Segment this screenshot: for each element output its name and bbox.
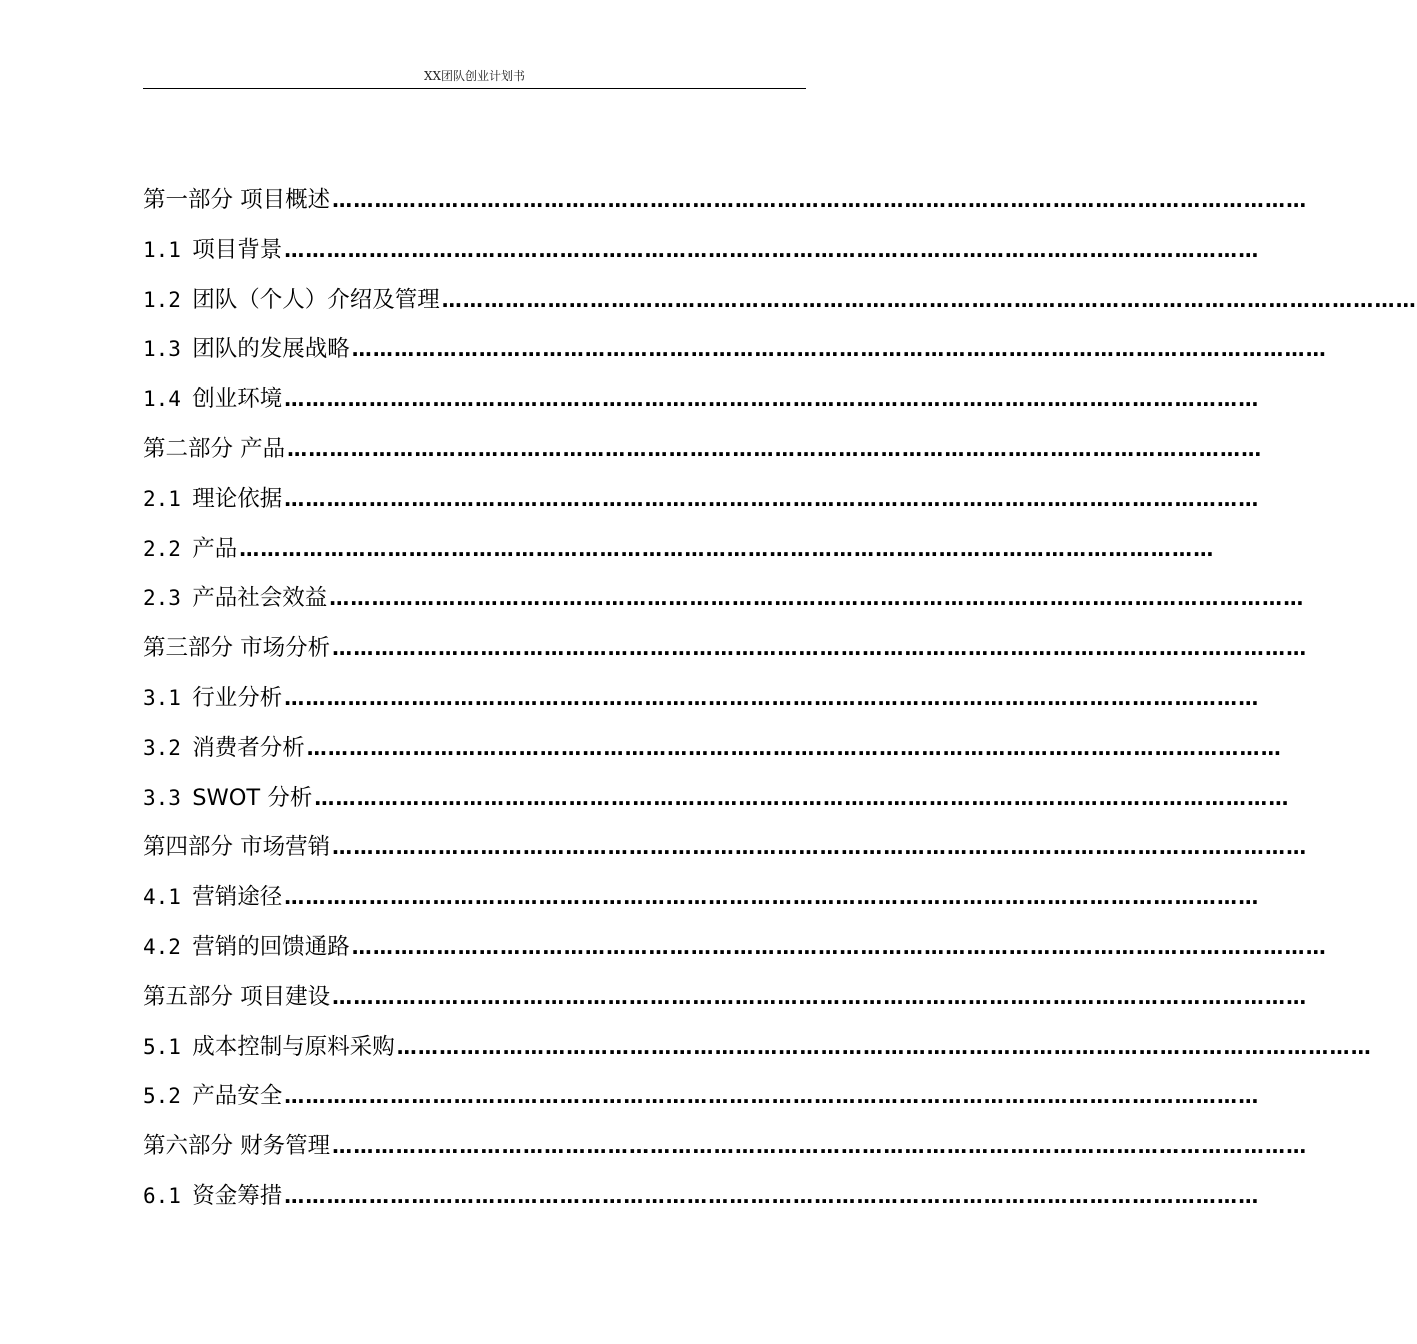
toc-part-entry[interactable] [143, 425, 1263, 475]
toc-section-entry[interactable] [143, 375, 1260, 425]
toc-entry-number: 2.3 [143, 586, 181, 611]
table-of-contents [143, 176, 1417, 1222]
toc-entry-title [143, 276, 442, 326]
toc-dot-leader: ………………………………………………………………………………………………………………………… [332, 188, 1308, 212]
toc-entry-label: 项目背景 [192, 236, 283, 263]
toc-entry-label: 成本控制与原料采购 [192, 1033, 395, 1060]
toc-entry-label: 第三部分 市场分析 [143, 635, 331, 662]
toc-entry-label: 第四部分 市场营销 [143, 834, 331, 861]
toc-entry-number: 6.1 [143, 1183, 181, 1208]
toc-section-entry[interactable] [143, 226, 1260, 276]
toc-entry-title [143, 525, 239, 575]
toc-entry-number: 5.1 [143, 1034, 181, 1059]
toc-entry-title [143, 1072, 284, 1122]
toc-entry-number: 1.4 [143, 387, 181, 412]
toc-entry-title [143, 1122, 332, 1172]
toc-entry-title [143, 375, 284, 425]
toc-part-entry[interactable] [143, 823, 1308, 873]
toc-section-entry[interactable] [143, 276, 1417, 326]
toc-entry-number: 5.2 [143, 1084, 181, 1109]
toc-entry-label: 团队（个人）介绍及管理 [192, 286, 440, 313]
toc-entry-number: 3.2 [143, 735, 181, 760]
toc-entry-label: 行业分析 [192, 684, 283, 711]
toc-entry-label: 产品社会效益 [192, 585, 328, 612]
toc-section-entry[interactable] [143, 1172, 1260, 1222]
toc-entry-title [143, 226, 284, 276]
toc-entry-title [143, 1023, 397, 1073]
document-title: XX团队创业计划书 [423, 69, 526, 83]
toc-dot-leader: ………………………………………………………………………………………………………………………… [441, 287, 1417, 312]
toc-dot-leader: ………………………………………………………………………………………………………………………… [306, 735, 1282, 760]
toc-section-entry[interactable] [143, 1072, 1260, 1122]
toc-entry-label: 营销途径 [192, 884, 283, 911]
toc-entry-label: 团队的发展战略 [192, 336, 350, 363]
toc-entry-number: 3.1 [143, 685, 181, 710]
toc-entry-label: 第一部分 项目概述 [143, 187, 331, 213]
toc-dot-leader: ………………………………………………………………………………………………………………………… [332, 984, 1308, 1009]
toc-entry-label: SWOT 分析 [192, 784, 313, 811]
toc-entry-number: 1.3 [143, 337, 181, 362]
toc-entry-label: 第二部分 产品 [143, 435, 286, 462]
toc-part-entry[interactable] [143, 1122, 1308, 1172]
toc-entry-title [143, 425, 287, 475]
toc-entry-number: 2.2 [143, 536, 181, 561]
toc-section-entry[interactable] [143, 1023, 1372, 1073]
toc-entry-number: 3.3 [143, 785, 181, 810]
toc-entry-title [143, 624, 332, 674]
toc-dot-leader: ………………………………………………………………………………………………………………………… [284, 237, 1260, 262]
toc-section-entry[interactable] [143, 475, 1260, 525]
toc-dot-leader: ………………………………………………………………………………………………………………………… [396, 1034, 1372, 1059]
toc-entry-label: 第五部分 项目建设 [143, 983, 331, 1010]
toc-dot-leader: ………………………………………………………………………………………………………………………… [284, 685, 1260, 710]
toc-entry-title [143, 475, 284, 525]
toc-part-entry[interactable] [143, 176, 1308, 226]
toc-entry-label: 资金筹措 [192, 1182, 283, 1209]
toc-section-entry[interactable] [143, 574, 1305, 624]
page-header [143, 64, 806, 89]
toc-dot-leader: ………………………………………………………………………………………………………………………… [284, 885, 1260, 910]
toc-entry-label: 产品安全 [192, 1083, 283, 1110]
toc-entry-number: 4.2 [143, 934, 181, 959]
toc-entry-number: 1.1 [143, 237, 181, 262]
toc-entry-title [143, 724, 307, 774]
toc-dot-leader: ………………………………………………………………………………………………………………………… [351, 337, 1327, 362]
toc-section-entry[interactable] [143, 724, 1282, 774]
toc-part-entry[interactable] [143, 973, 1308, 1023]
toc-entry-title [143, 873, 284, 923]
toc-entry-label: 创业环境 [192, 386, 283, 413]
toc-section-entry[interactable] [143, 674, 1260, 724]
toc-entry-title [143, 823, 332, 873]
toc-entry-title [143, 176, 332, 226]
toc-entry-title [143, 973, 332, 1023]
toc-dot-leader: ………………………………………………………………………………………………………………………… [287, 436, 1263, 461]
toc-entry-title [143, 674, 284, 724]
toc-dot-leader: ………………………………………………………………………………………………………………………… [284, 1183, 1260, 1208]
toc-entry-title [143, 325, 352, 375]
toc-dot-leader: ………………………………………………………………………………………………………………………… [329, 586, 1305, 611]
toc-dot-leader: ………………………………………………………………………………………………………………………… [332, 636, 1308, 661]
toc-dot-leader: ………………………………………………………………………………………………………………………… [239, 536, 1215, 561]
toc-dot-leader: ………………………………………………………………………………………………………………………… [351, 934, 1327, 959]
toc-dot-leader: ………………………………………………………………………………………………………………………… [284, 387, 1260, 412]
toc-section-entry[interactable] [143, 325, 1327, 375]
toc-part-entry[interactable] [143, 624, 1308, 674]
toc-entry-label: 理论依据 [192, 485, 283, 512]
toc-section-entry[interactable] [143, 873, 1260, 923]
toc-entry-title [143, 574, 329, 624]
toc-dot-leader: ………………………………………………………………………………………………………………………… [332, 1134, 1308, 1159]
toc-entry-title [143, 923, 352, 973]
toc-dot-leader: ………………………………………………………………………………………………………………………… [284, 1084, 1260, 1109]
toc-dot-leader: ………………………………………………………………………………………………………………………… [314, 785, 1290, 810]
toc-entry-label: 第六部分 财务管理 [143, 1133, 331, 1160]
toc-section-entry[interactable] [143, 525, 1215, 575]
toc-section-entry[interactable] [143, 774, 1290, 824]
toc-entry-number: 2.1 [143, 486, 181, 511]
toc-entry-title [143, 1172, 284, 1222]
toc-dot-leader: ………………………………………………………………………………………………………………………… [284, 486, 1260, 511]
toc-entry-label: 产品 [192, 535, 238, 562]
toc-entry-number: 1.2 [143, 287, 181, 312]
toc-entry-label: 消费者分析 [192, 734, 305, 761]
toc-entry-label: 营销的回馈通路 [192, 933, 350, 960]
toc-entry-title [143, 774, 314, 824]
toc-section-entry[interactable] [143, 923, 1327, 973]
toc-dot-leader: ………………………………………………………………………………………………………………………… [332, 835, 1308, 860]
toc-entry-number: 4.1 [143, 885, 181, 910]
